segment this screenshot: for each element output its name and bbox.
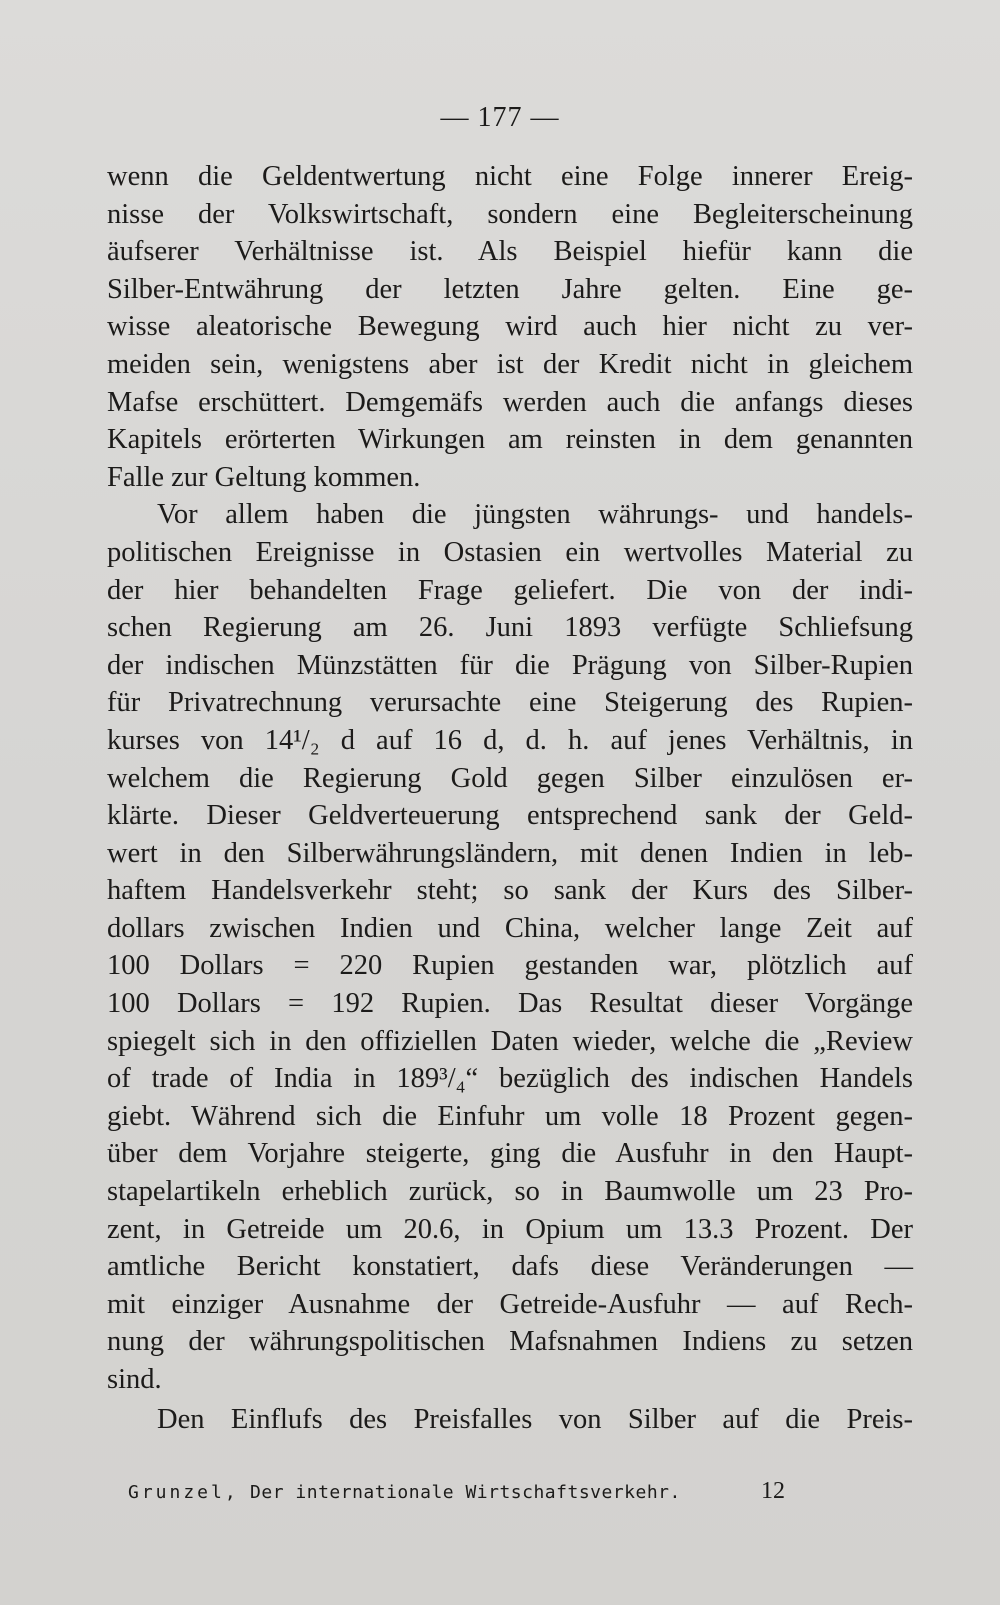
text-line: der hier behandelten Frage geliefert. Die von der indi-	[107, 574, 913, 606]
sheet-number: 12	[761, 1478, 785, 1504]
text-line: haftem Handelsverkehr steht; so sank der Kurs des Silber-	[107, 875, 913, 907]
text-line: Kapitels erörterten Wirkungen am reinsten in dem genannten	[107, 424, 913, 456]
footer-author: Grunzel,	[128, 1482, 239, 1503]
text-line: Falle zur Geltung kommen.	[107, 461, 421, 493]
text-line: kurses von 14¹/₂ d auf 16 d, d. h. auf jenes Verhältnis, in	[107, 724, 913, 756]
paragraph	[107, 1401, 913, 1439]
text-line: spiegelt sich in den offiziellen Daten wieder, welche die „Review	[107, 1025, 913, 1057]
text-line: klärte. Dieser Geldverteuerung entsprechend sank der Geld-	[107, 800, 913, 832]
text-line: meiden sein, wenigstens aber ist der Kredit nicht in gleichem	[107, 348, 913, 380]
text-line: giebt. Während sich die Einfuhr um volle 18 Prozent gegen-	[107, 1100, 913, 1132]
text-line: zent, in Getreide um 20.6, in Opium um 13.3 Prozent. Der	[107, 1213, 913, 1245]
paragraph	[107, 158, 913, 496]
text-line: der indischen Münzstätten für die Prägung von Silber-Rupien	[107, 649, 913, 681]
text-line: of trade of India in 189³/₄“ bezüglich des indischen Handels	[107, 1063, 913, 1095]
text-line: äufserer Verhältnisse ist. Als Beispiel hiefür kann die	[107, 236, 913, 268]
text-line: amtliche Bericht konstatiert, dafs diese Veränderungen —	[107, 1251, 913, 1283]
paragraph	[107, 496, 913, 1398]
text-line: für Privatrechnung verursachte eine Steigerung des Rupien-	[107, 687, 913, 719]
page-number: — 177 —	[440, 102, 560, 133]
text-line: schen Regierung am 26. Juni 1893 verfügte Schliefsung	[107, 612, 913, 644]
text-line: Den Einflufs des Preisfalles von Silber auf die Preis-	[157, 1403, 913, 1435]
text-line: mit einziger Ausnahme der Getreide-Ausfuhr — auf Rech-	[107, 1288, 913, 1320]
text-line: nisse der Volkswirtschaft, sondern eine Begleiterscheinung	[107, 198, 913, 230]
text-line: 100 Dollars = 192 Rupien. Das Resultat dieser Vorgänge	[107, 988, 913, 1020]
text-line: Silber-Entwährung der letzten Jahre gelten. Eine ge-	[107, 273, 913, 305]
footer-title: Der internationale Wirtschaftsverkehr.	[250, 1482, 681, 1503]
text-line: wisse aleatorische Bewegung wird auch hier nicht zu ver-	[107, 311, 913, 343]
signature-line	[128, 1478, 788, 1504]
text-line: über dem Vorjahre steigerte, ging die Ausfuhr in den Haupt-	[107, 1138, 913, 1170]
text-line: stapelartikeln erheblich zurück, so in Baumwolle um 23 Pro-	[107, 1176, 913, 1208]
body-text	[107, 158, 913, 1438]
text-line: wert in den Silberwährungsländern, mit denen Indien in leb-	[107, 837, 913, 869]
text-line: Mafse erschüttert. Demgemäfs werden auch die anfangs dieses	[107, 386, 913, 418]
text-line: nung der währungspolitischen Mafsnahmen Indiens zu setzen	[107, 1326, 913, 1358]
text-line: 100 Dollars = 220 Rupien gestanden war, plötzlich auf	[107, 950, 913, 982]
text-line: dollars zwischen Indien und China, welcher lange Zeit auf	[107, 912, 913, 944]
text-line: wenn die Geldentwertung nicht eine Folge innerer Ereig-	[107, 161, 913, 192]
text-line: Vor allem haben die jüngsten währungs- und handels-	[157, 499, 913, 531]
text-line: sind.	[107, 1364, 162, 1395]
text-line: welchem die Regierung Gold gegen Silber einzulösen er-	[107, 762, 913, 794]
text-line: politischen Ereignisse in Ostasien ein wertvolles Material zu	[107, 536, 913, 568]
